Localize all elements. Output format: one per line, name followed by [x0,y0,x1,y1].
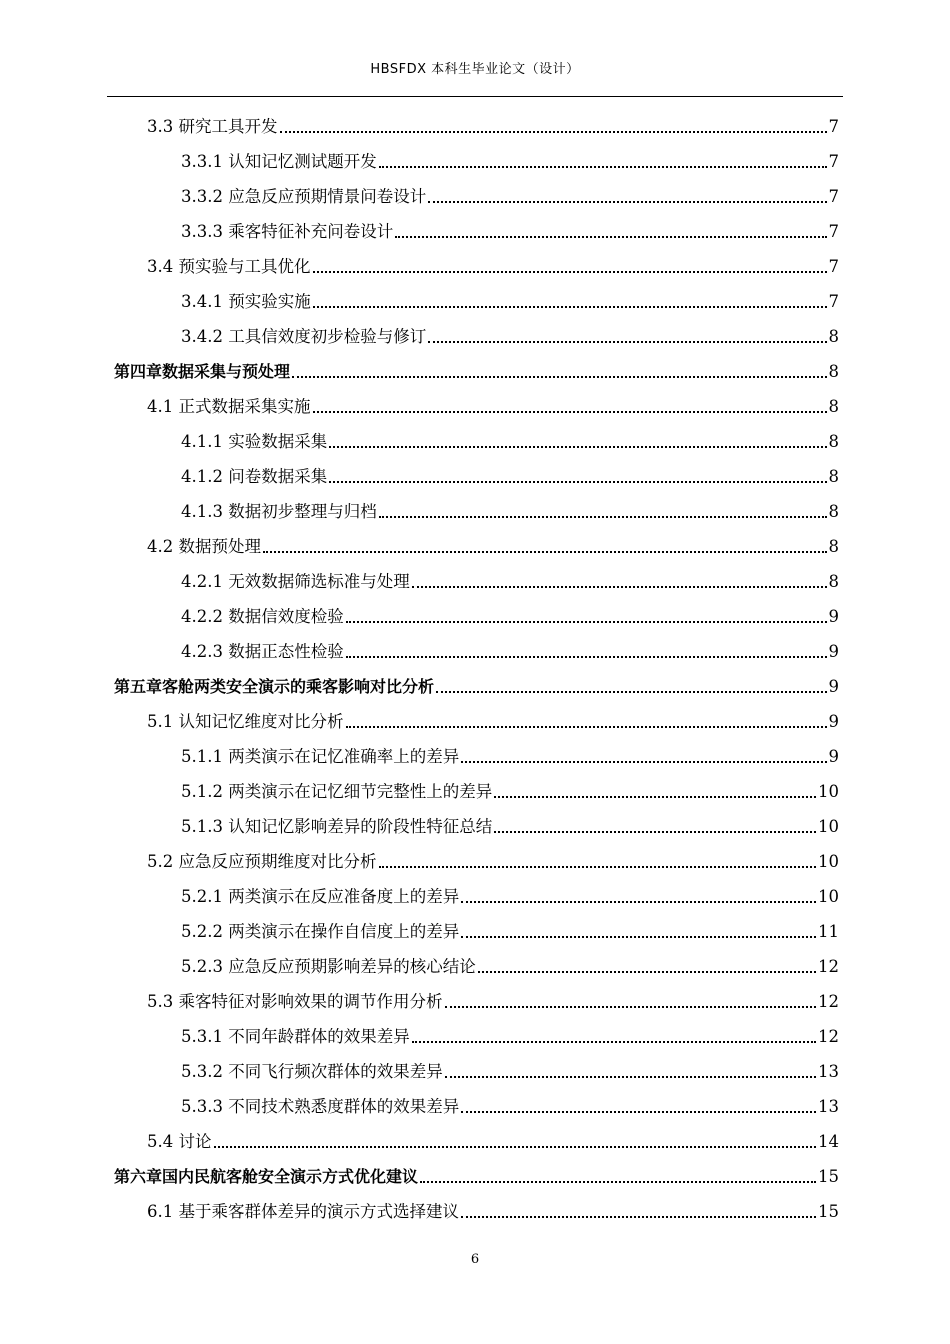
toc-entry-title: 5.3.3 不同技术熟悉度群体的效果差异 [181,1097,460,1116]
dot-leader [436,691,826,693]
toc-chapter-entry[interactable] [114,668,839,703]
toc-entry-title: 4.2.3 数据正态性检验 [181,642,344,661]
toc-entry-page: 8 [828,362,839,381]
dot-leader [395,236,826,238]
toc-entry[interactable] [181,878,839,913]
toc-entry-title: 4.1.1 实验数据采集 [181,432,328,451]
toc-chapter-entry[interactable] [114,353,839,388]
dot-leader [461,1216,816,1218]
dot-leader [461,936,816,938]
toc-entry[interactable] [181,283,839,318]
dot-leader [445,1076,816,1078]
toc-entry-title: 第五章客舱两类安全演示的乘客影响对比分析 [114,677,435,696]
toc-entry[interactable] [147,1123,839,1158]
toc-entry-title: 第六章国内民航客舱安全演示方式优化建议 [114,1167,419,1186]
dot-leader [346,621,827,623]
toc-entry[interactable] [147,843,839,878]
toc-entry-page: 14 [818,1132,839,1151]
toc-entry[interactable] [147,703,839,738]
toc-entry-page: 15 [818,1167,839,1186]
toc-entry[interactable] [181,423,839,458]
dot-leader [292,376,826,378]
dot-leader [420,1181,816,1183]
dot-leader [461,1111,816,1113]
toc-entry-page: 13 [818,1097,839,1116]
toc-entry[interactable] [147,528,839,563]
toc-entry-page: 10 [818,817,839,836]
dot-leader [313,306,827,308]
toc-entry[interactable] [181,808,839,843]
toc-entry-title: 5.2.1 两类演示在反应准备度上的差异 [181,887,460,906]
toc-entry-page: 8 [828,572,839,591]
toc-entry-page: 12 [818,957,839,976]
toc-entry-title: 3.4.2 工具信效度初步检验与修订 [181,327,427,346]
toc-entry[interactable] [181,318,839,353]
toc-entry-title: 5.4 讨论 [147,1132,212,1151]
toc-entry-page: 8 [828,467,839,486]
dot-leader [461,901,816,903]
dot-leader [346,656,827,658]
toc-entry-title: 4.2.2 数据信效度检验 [181,607,344,626]
toc-entry-page: 7 [828,222,839,241]
toc-entry-page: 10 [818,852,839,871]
toc-entry-page: 10 [818,782,839,801]
toc-entry-title: 3.3.2 应急反应预期情景问卷设计 [181,187,427,206]
toc-entry-page: 9 [828,642,839,661]
toc-entry[interactable] [181,143,839,178]
toc-entry-title: 3.3 研究工具开发 [147,117,278,136]
toc-entry-page: 8 [828,397,839,416]
dot-leader [412,586,827,588]
dot-leader [280,131,827,133]
toc-entry-page: 8 [828,502,839,521]
header-rule [107,96,843,97]
toc-entry-title: 4.1 正式数据采集实施 [147,397,311,416]
toc-entry-title: 4.2 数据预处理 [147,537,261,556]
toc-entry[interactable] [181,598,839,633]
toc-entry-title: 5.2 应急反应预期维度对比分析 [147,852,377,871]
toc-entry-title: 5.3 乘客特征对影响效果的调节作用分析 [147,992,443,1011]
dot-leader [412,1041,816,1043]
toc-entry-page: 7 [828,257,839,276]
dot-leader [494,796,816,798]
toc-entry[interactable] [181,773,839,808]
toc-entry-title: 5.3.2 不同飞行频次群体的效果差异 [181,1062,443,1081]
toc-entry-page: 13 [818,1062,839,1081]
toc-entry-page: 10 [818,887,839,906]
toc-chapter-entry[interactable] [114,1158,839,1193]
toc-entry-page: 7 [828,152,839,171]
dot-leader [379,516,827,518]
toc-entry-title: 5.1.1 两类演示在记忆准确率上的差异 [181,747,460,766]
toc-entry[interactable] [181,563,839,598]
toc-entry-page: 7 [828,117,839,136]
toc-entry-title: 5.1 认知记忆维度对比分析 [147,712,344,731]
toc-entry-title: 5.2.2 两类演示在操作自信度上的差异 [181,922,460,941]
toc-entry-page: 11 [818,922,839,941]
dot-leader [329,481,826,483]
page-number: 6 [470,1252,480,1267]
toc-entry-page: 9 [828,747,839,766]
toc-entry[interactable] [147,248,839,283]
dot-leader [379,866,817,868]
toc-entry-title: 3.3.1 认知记忆测试题开发 [181,152,377,171]
toc-entry[interactable] [181,213,839,248]
toc-entry-page: 8 [828,432,839,451]
toc-entry-page: 9 [828,607,839,626]
toc-entry[interactable] [181,1053,839,1088]
toc-entry[interactable] [147,1193,839,1228]
dot-leader [428,201,826,203]
toc-entry-page: 15 [818,1202,839,1221]
toc-entry-page: 9 [828,712,839,731]
toc-entry[interactable] [147,983,839,1018]
toc-entry-title: 5.1.3 认知记忆影响差异的阶段性特征总结 [181,817,493,836]
toc-entry[interactable] [181,1088,839,1123]
toc-entry-page: 9 [828,677,839,696]
toc-entry[interactable] [181,633,839,668]
toc-entry-title: 4.2.1 无效数据筛选标准与处理 [181,572,410,591]
toc-entry-page: 8 [828,327,839,346]
running-header: HBSFDX 本科生毕业论文（设计） [370,62,580,77]
toc-entry-page: 8 [828,537,839,556]
toc-entry[interactable] [147,388,839,423]
toc-entry-title: 4.1.3 数据初步整理与归档 [181,502,377,521]
toc-entry[interactable] [181,458,839,493]
toc-entry-title: 3.4 预实验与工具优化 [147,257,311,276]
dot-leader [346,726,827,728]
toc-entry[interactable] [181,738,839,773]
toc-entry-title: 5.3.1 不同年龄群体的效果差异 [181,1027,410,1046]
dot-leader [379,166,827,168]
toc-entry-title: 4.1.2 问卷数据采集 [181,467,328,486]
dot-leader [263,551,827,553]
toc-entry[interactable] [181,913,839,948]
dot-leader [445,1006,817,1008]
toc-entry-page: 12 [818,1027,839,1046]
toc-entry-title: 3.3.3 乘客特征补充问卷设计 [181,222,394,241]
dot-leader [461,761,826,763]
toc-entry-title: 6.1 基于乘客群体差异的演示方式选择建议 [147,1202,459,1221]
dot-leader [428,341,826,343]
dot-leader [313,271,827,273]
dot-leader [478,971,816,973]
dot-leader [494,831,816,833]
toc-entry-page: 7 [828,187,839,206]
toc-entry-title: 5.2.3 应急反应预期影响差异的核心结论 [181,957,476,976]
toc-entry-page: 12 [818,992,839,1011]
toc-entry-page: 7 [828,292,839,311]
toc-entry[interactable] [181,178,839,213]
toc-entry[interactable] [181,948,839,983]
toc-entry[interactable] [147,108,839,143]
toc-entry-title: 5.1.2 两类演示在记忆细节完整性上的差异 [181,782,493,801]
dot-leader [329,446,826,448]
dot-leader [313,411,827,413]
toc-entry-title: 第四章数据采集与预处理 [114,362,291,381]
toc-entry[interactable] [181,1018,839,1053]
toc-entry-title: 3.4.1 预实验实施 [181,292,311,311]
dot-leader [214,1146,817,1148]
toc-entry[interactable] [181,493,839,528]
